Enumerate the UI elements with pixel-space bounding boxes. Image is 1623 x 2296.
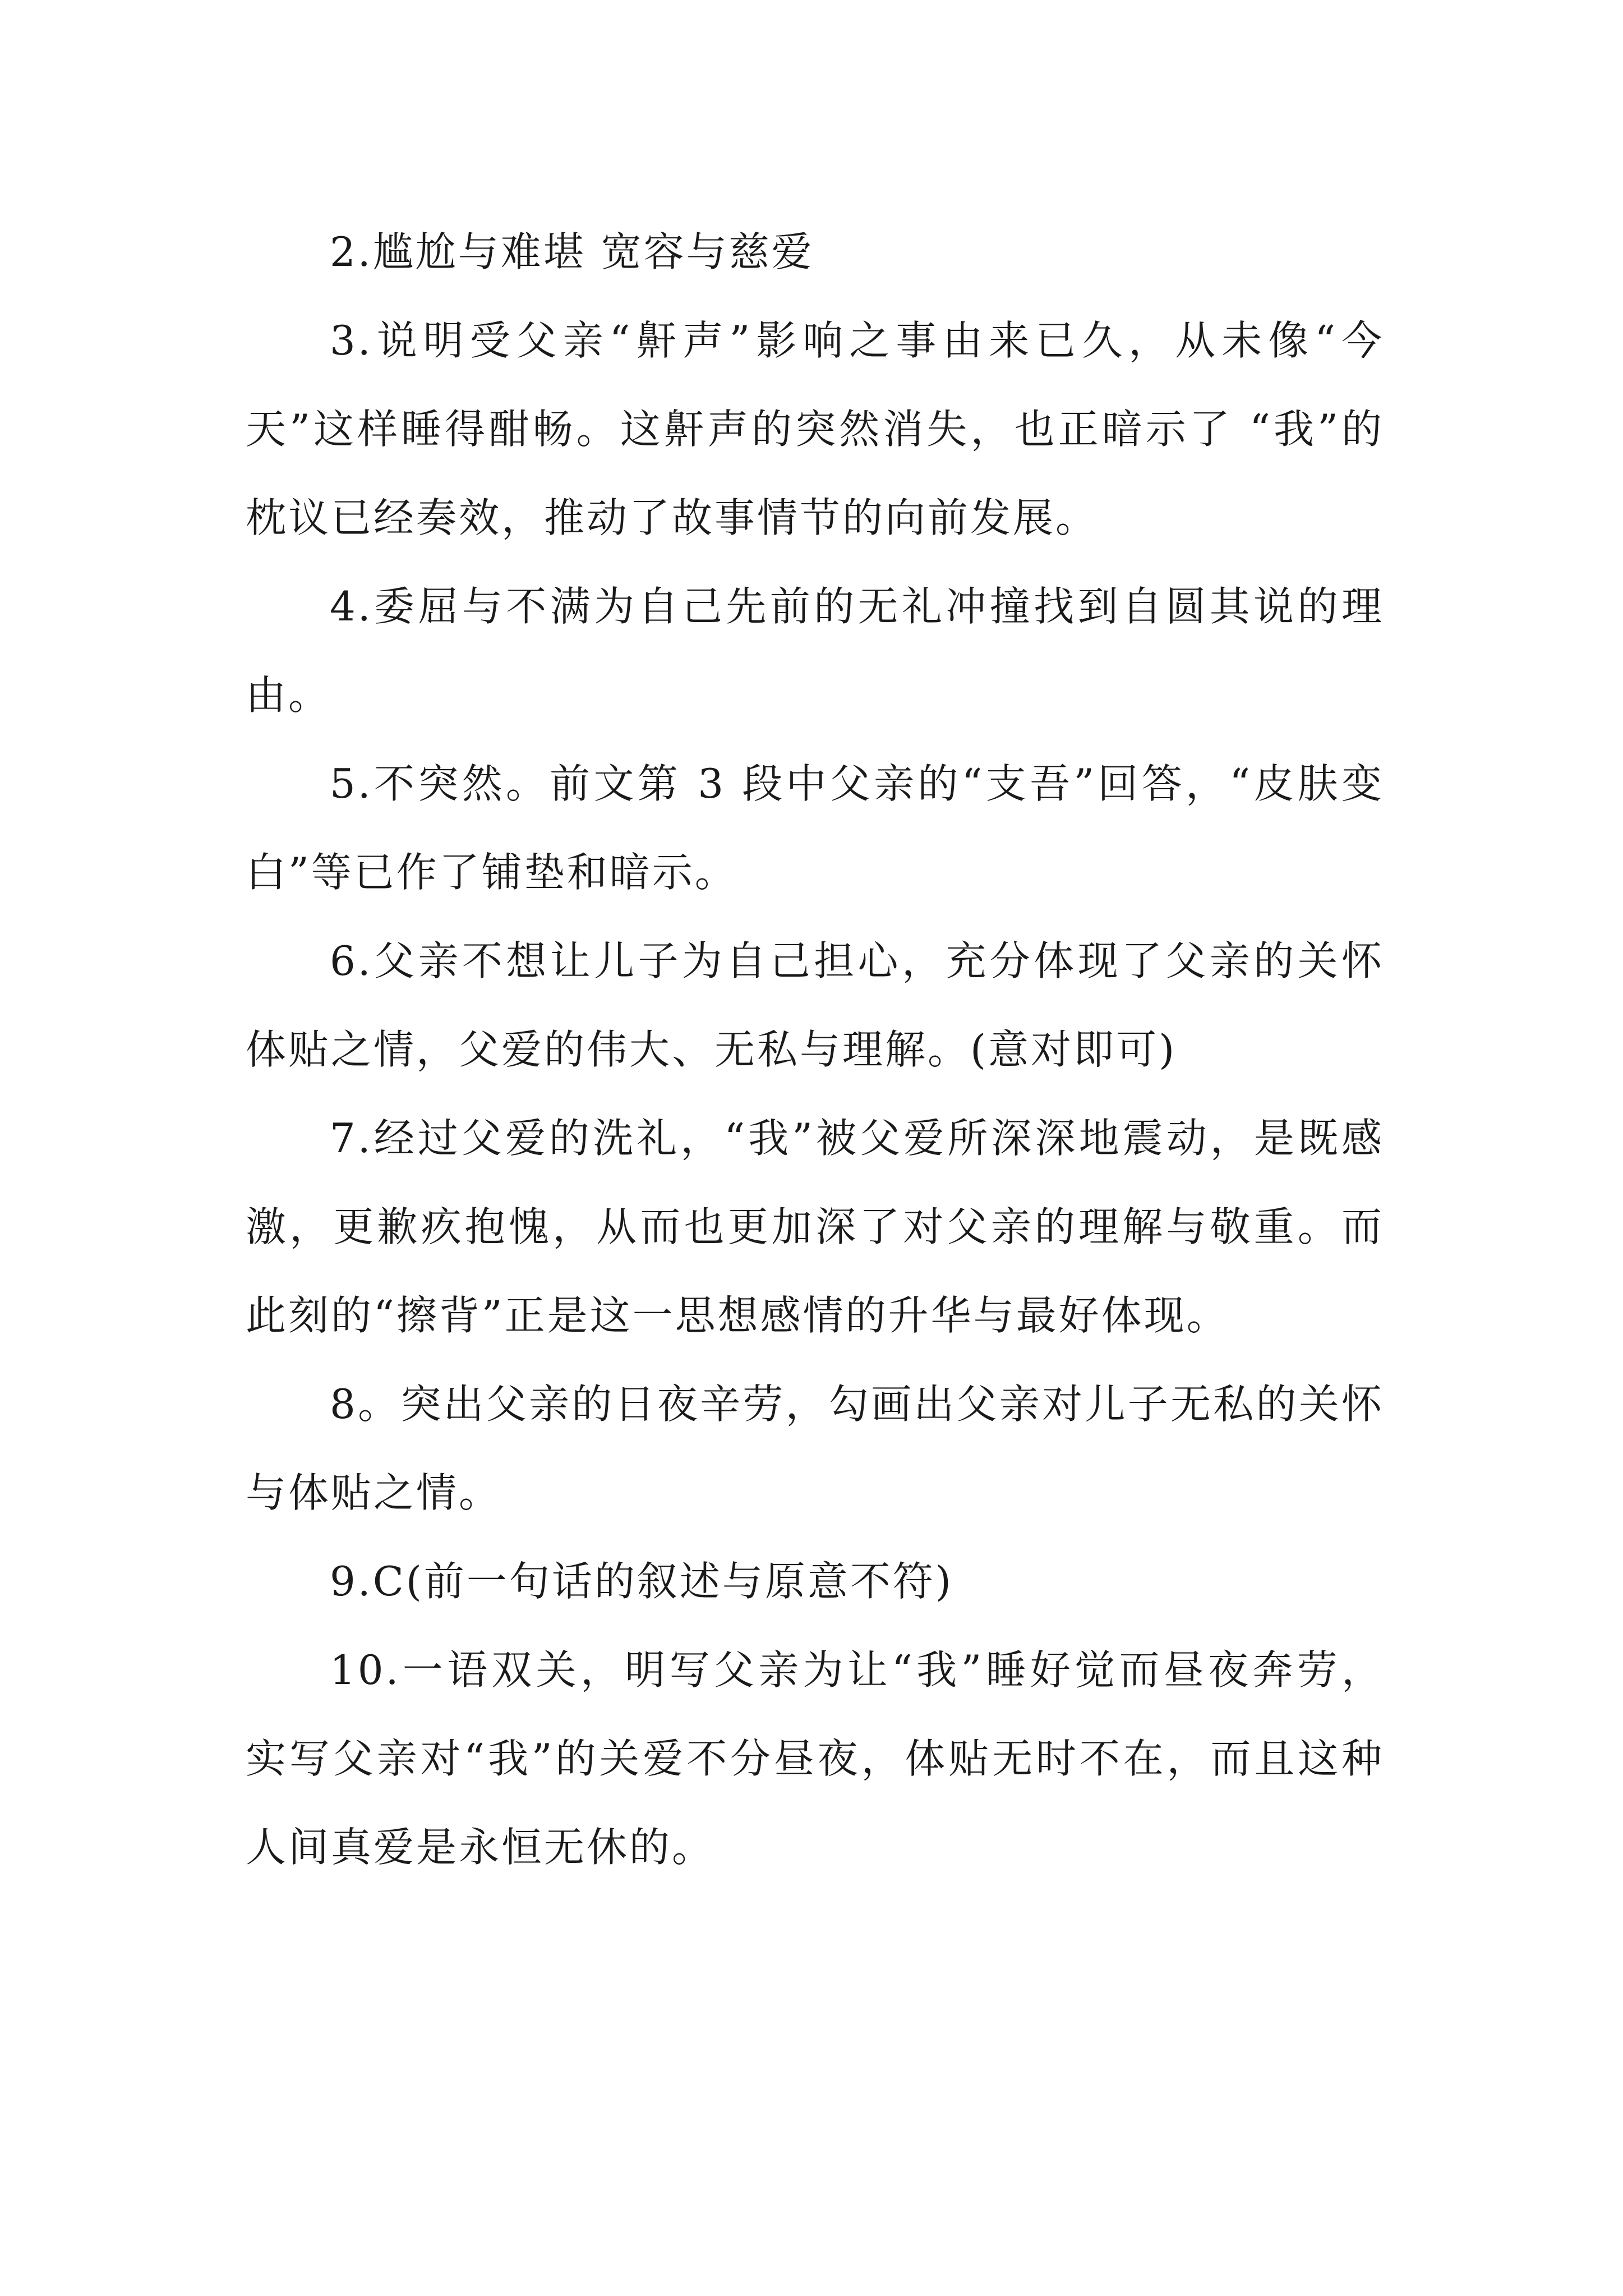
answer-item-10: 10.一语双关，明写父亲为让“我”睡好觉而昼夜奔劳，实写父亲对“我”的关爱不分昼夜，体贴无时不在，而且这种人间真爱是永恒无休的。 bbox=[246, 1646, 1384, 1871]
answer-item-6: 6.父亲不想让儿子为自己担心，充分体现了父亲的关怀体贴之情，父爱的伟大、无私与理解。(意对即可) bbox=[246, 937, 1384, 1073]
answer-item-4: 4.委屈与不满为自己先前的无礼冲撞找到自圆其说的理由。 bbox=[246, 583, 1384, 719]
answer-item-9: 9.C(前一句话的叙述与原意不符) bbox=[330, 1558, 953, 1605]
answer-item-7: 7.经过父爱的洗礼，“我”被父爱所深深地震动，是既感激，更歉疚抱愧，从而也更加深了对父亲的理解与敬重。而此刻的“擦背”正是这一思想感情的升华与最好体现。 bbox=[246, 1115, 1384, 1339]
answer-list bbox=[246, 208, 1384, 1892]
answer-item-5: 5.不突然。前文第 3 段中父亲的“支吾”回答，“皮肤变白”等已作了铺垫和暗示。 bbox=[246, 760, 1384, 896]
answer-item-3: 3.说明受父亲“鼾声”影响之事由来已久，从未像“今天”这样睡得酣畅。这鼾声的突然消失，也正暗示了 “我”的枕议已经奏效，推动了故事情节的向前发展。 bbox=[246, 317, 1384, 541]
answer-item-2: 2.尴尬与难堪 宽容与慈爱 bbox=[330, 228, 814, 275]
answer-item-8: 8。突出父亲的日夜辛劳，勾画出父亲对儿子无私的关怀与体贴之情。 bbox=[246, 1381, 1384, 1516]
